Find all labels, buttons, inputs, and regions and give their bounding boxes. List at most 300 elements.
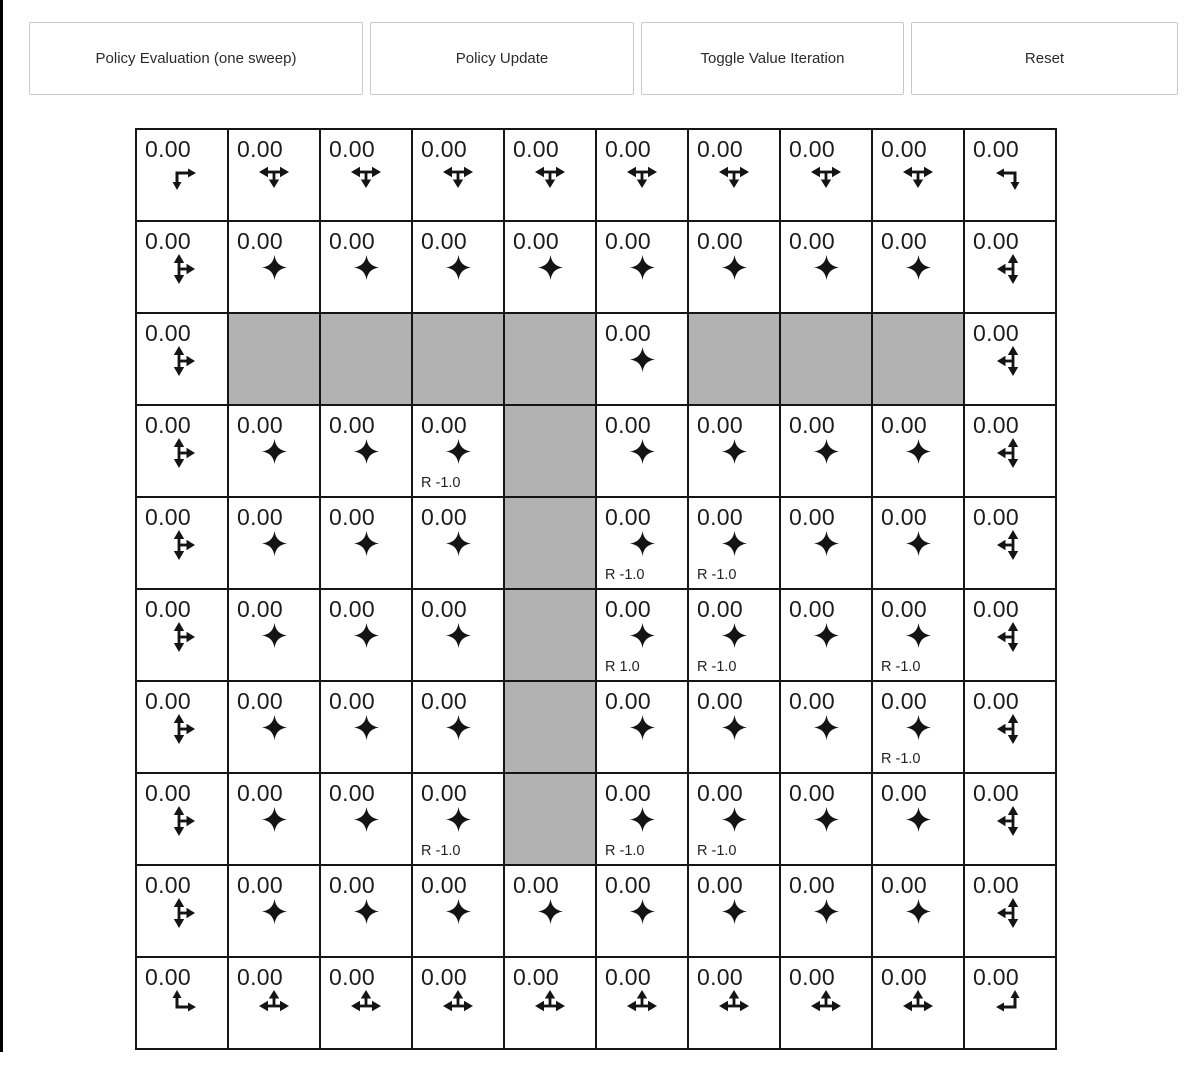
grid-cell (872, 405, 964, 497)
cell-value: 0.00 (329, 780, 375, 806)
arrows-left-right-down-icon (321, 162, 411, 193)
cell-reward: R -1.0 (605, 567, 645, 583)
arrows-up-down-right-icon (137, 254, 227, 285)
toolbar (29, 22, 1178, 95)
cell-value: 0.00 (421, 136, 467, 162)
arrows-all-directions-icon (873, 622, 963, 653)
gridworld-body (136, 129, 1056, 1049)
grid-cell (320, 957, 412, 1049)
grid-cell (320, 681, 412, 773)
grid-row (136, 957, 1056, 1049)
arrows-all-directions-icon (413, 438, 503, 469)
grid-cell (320, 589, 412, 681)
grid-cell (320, 497, 412, 589)
cell-value: 0.00 (697, 780, 743, 806)
arrows-left-right-down-icon (873, 162, 963, 193)
arrows-all-directions-icon (229, 714, 319, 745)
grid-cell (228, 497, 320, 589)
grid-cell (136, 313, 228, 405)
cell-value: 0.00 (973, 596, 1019, 622)
grid-cell (688, 957, 780, 1049)
grid-row (136, 865, 1056, 957)
cell-value: 0.00 (237, 780, 283, 806)
arrows-left-right-up-icon (413, 990, 503, 1021)
grid-row (136, 589, 1056, 681)
grid-cell (504, 957, 596, 1049)
grid-cell (964, 313, 1056, 405)
arrows-all-directions-icon (689, 438, 779, 469)
arrows-all-directions-icon (321, 438, 411, 469)
cell-value: 0.00 (605, 504, 651, 530)
arrows-all-directions-icon (413, 898, 503, 929)
arrows-all-directions-icon (873, 438, 963, 469)
grid-cell (228, 957, 320, 1049)
grid-cell (596, 405, 688, 497)
arrows-left-right-down-icon (597, 162, 687, 193)
wall-cell (504, 313, 596, 405)
screen-edge-line (0, 0, 3, 1052)
grid-cell (136, 129, 228, 221)
cell-value: 0.00 (145, 320, 191, 346)
grid-cell (596, 221, 688, 313)
arrows-left-right-up-icon (229, 990, 319, 1021)
arrows-up-down-right-icon (137, 806, 227, 837)
wall-cell (320, 313, 412, 405)
grid-cell (964, 865, 1056, 957)
arrows-up-down-right-icon (137, 898, 227, 929)
arrows-up-down-left-icon (965, 254, 1055, 285)
cell-reward: R -1.0 (605, 843, 645, 859)
toggle-value-iteration-button[interactable]: Toggle Value Iteration (641, 22, 904, 95)
arrows-all-directions-icon (689, 622, 779, 653)
cell-value: 0.00 (145, 780, 191, 806)
grid-cell (872, 773, 964, 865)
cell-value: 0.00 (605, 964, 651, 990)
cell-value: 0.00 (237, 688, 283, 714)
wall-cell (872, 313, 964, 405)
cell-value: 0.00 (605, 412, 651, 438)
cell-value: 0.00 (789, 780, 835, 806)
cell-reward: R -1.0 (697, 659, 737, 675)
grid-cell (228, 221, 320, 313)
policy-update-button[interactable]: Policy Update (370, 22, 634, 95)
arrows-all-directions-icon (597, 622, 687, 653)
arrows-all-directions-icon (321, 254, 411, 285)
cell-value: 0.00 (237, 228, 283, 254)
cell-value: 0.00 (513, 964, 559, 990)
arrows-all-directions-icon (505, 898, 595, 929)
gridworld (135, 128, 1057, 1050)
arrows-left-right-down-icon (413, 162, 503, 193)
cell-value: 0.00 (881, 964, 927, 990)
cell-value: 0.00 (973, 964, 1019, 990)
arrows-left-right-down-icon (781, 162, 871, 193)
grid-cell (688, 221, 780, 313)
cell-value: 0.00 (697, 504, 743, 530)
arrows-all-directions-icon (229, 898, 319, 929)
cell-value: 0.00 (973, 136, 1019, 162)
grid-cell (596, 681, 688, 773)
cell-value: 0.00 (145, 412, 191, 438)
cell-value: 0.00 (421, 504, 467, 530)
arrows-all-directions-icon (597, 254, 687, 285)
cell-value: 0.00 (145, 504, 191, 530)
grid-cell (228, 773, 320, 865)
grid-cell (136, 681, 228, 773)
cell-value: 0.00 (789, 872, 835, 898)
wall-cell (228, 313, 320, 405)
cell-value: 0.00 (697, 412, 743, 438)
cell-value: 0.00 (237, 504, 283, 530)
cell-reward: R -1.0 (881, 659, 921, 675)
arrows-all-directions-icon (781, 622, 871, 653)
grid-cell (688, 405, 780, 497)
arrows-all-directions-icon (781, 530, 871, 561)
arrows-all-directions-icon (873, 714, 963, 745)
arrows-all-directions-icon (597, 714, 687, 745)
cell-value: 0.00 (973, 320, 1019, 346)
arrows-up-down-left-icon (965, 530, 1055, 561)
grid-cell (228, 865, 320, 957)
arrows-up-down-left-icon (965, 622, 1055, 653)
grid-row (136, 221, 1056, 313)
policy-evaluation-button[interactable]: Policy Evaluation (one sweep) (29, 22, 363, 95)
cell-value: 0.00 (881, 412, 927, 438)
cell-value: 0.00 (421, 412, 467, 438)
cell-value: 0.00 (329, 504, 375, 530)
grid-cell (964, 405, 1056, 497)
grid-cell (228, 405, 320, 497)
arrows-left-right-up-icon (873, 990, 963, 1021)
wall-cell (504, 497, 596, 589)
grid-cell (136, 957, 228, 1049)
arrows-left-right-up-icon (689, 990, 779, 1021)
grid-cell (136, 865, 228, 957)
cell-value: 0.00 (973, 228, 1019, 254)
cell-value: 0.00 (329, 964, 375, 990)
cell-value: 0.00 (789, 504, 835, 530)
grid-cell (688, 497, 780, 589)
cell-value: 0.00 (329, 872, 375, 898)
cell-value: 0.00 (605, 136, 651, 162)
cell-value: 0.00 (881, 872, 927, 898)
grid-cell (780, 681, 872, 773)
cell-value: 0.00 (237, 596, 283, 622)
cell-value: 0.00 (145, 688, 191, 714)
cell-value: 0.00 (513, 228, 559, 254)
grid-cell (964, 773, 1056, 865)
cell-value: 0.00 (881, 688, 927, 714)
arrow-up-left-icon (965, 990, 1055, 1021)
grid-cell (964, 681, 1056, 773)
cell-reward: R -1.0 (881, 751, 921, 767)
grid-cell (412, 221, 504, 313)
grid-cell (412, 129, 504, 221)
grid-cell (964, 221, 1056, 313)
cell-value: 0.00 (881, 780, 927, 806)
arrows-all-directions-icon (873, 530, 963, 561)
arrows-all-directions-icon (781, 806, 871, 837)
cell-reward: R 1.0 (605, 659, 640, 675)
cell-value: 0.00 (697, 596, 743, 622)
cell-value: 0.00 (789, 596, 835, 622)
arrows-left-right-up-icon (781, 990, 871, 1021)
grid-cell (412, 681, 504, 773)
grid-cell (320, 405, 412, 497)
reset-button[interactable]: Reset (911, 22, 1178, 95)
arrows-all-directions-icon (597, 346, 687, 377)
arrows-all-directions-icon (229, 622, 319, 653)
cell-value: 0.00 (145, 228, 191, 254)
cell-value: 0.00 (973, 780, 1019, 806)
arrows-all-directions-icon (321, 714, 411, 745)
arrows-all-directions-icon (689, 530, 779, 561)
arrows-all-directions-icon (413, 622, 503, 653)
arrows-all-directions-icon (597, 806, 687, 837)
grid-cell (412, 865, 504, 957)
arrows-all-directions-icon (781, 898, 871, 929)
grid-cell (596, 957, 688, 1049)
cell-value: 0.00 (145, 596, 191, 622)
grid-cell (136, 497, 228, 589)
arrows-up-down-right-icon (137, 438, 227, 469)
cell-value: 0.00 (789, 136, 835, 162)
grid-cell (412, 589, 504, 681)
cell-value: 0.00 (513, 872, 559, 898)
arrow-up-right-icon (137, 990, 227, 1021)
cell-value: 0.00 (605, 320, 651, 346)
cell-value: 0.00 (789, 228, 835, 254)
grid-cell (964, 589, 1056, 681)
grid-cell (136, 589, 228, 681)
cell-value: 0.00 (329, 228, 375, 254)
cell-value: 0.00 (881, 596, 927, 622)
cell-reward: R -1.0 (421, 843, 461, 859)
cell-value: 0.00 (697, 964, 743, 990)
grid-cell (228, 589, 320, 681)
grid-cell (596, 129, 688, 221)
arrows-all-directions-icon (597, 898, 687, 929)
cell-value: 0.00 (697, 228, 743, 254)
grid-cell (780, 405, 872, 497)
wall-cell (688, 313, 780, 405)
arrows-all-directions-icon (689, 714, 779, 745)
cell-value: 0.00 (329, 688, 375, 714)
grid-cell (596, 497, 688, 589)
arrows-all-directions-icon (689, 254, 779, 285)
grid-cell (872, 865, 964, 957)
grid-cell (688, 681, 780, 773)
wall-cell (504, 773, 596, 865)
cell-value: 0.00 (421, 228, 467, 254)
grid-row (136, 497, 1056, 589)
arrows-all-directions-icon (505, 254, 595, 285)
cell-value: 0.00 (789, 964, 835, 990)
arrows-left-right-up-icon (597, 990, 687, 1021)
cell-value: 0.00 (421, 780, 467, 806)
cell-value: 0.00 (421, 964, 467, 990)
grid-row (136, 313, 1056, 405)
grid-cell (504, 221, 596, 313)
grid-cell (320, 773, 412, 865)
grid-cell (504, 865, 596, 957)
grid-cell (872, 221, 964, 313)
grid-cell (872, 681, 964, 773)
arrows-all-directions-icon (321, 898, 411, 929)
grid-cell (596, 773, 688, 865)
cell-value: 0.00 (513, 136, 559, 162)
cell-value: 0.00 (145, 872, 191, 898)
grid-cell (228, 681, 320, 773)
grid-cell (136, 405, 228, 497)
arrows-all-directions-icon (873, 898, 963, 929)
grid-cell (964, 497, 1056, 589)
arrows-all-directions-icon (413, 806, 503, 837)
cell-value: 0.00 (973, 872, 1019, 898)
arrows-all-directions-icon (413, 254, 503, 285)
arrows-left-right-up-icon (321, 990, 411, 1021)
cell-value: 0.00 (881, 136, 927, 162)
arrows-all-directions-icon (873, 254, 963, 285)
wall-cell (780, 313, 872, 405)
arrows-all-directions-icon (229, 806, 319, 837)
grid-cell (872, 129, 964, 221)
cell-value: 0.00 (973, 504, 1019, 530)
arrows-up-down-left-icon (965, 898, 1055, 929)
grid-cell (688, 589, 780, 681)
arrows-up-down-left-icon (965, 714, 1055, 745)
grid-cell (780, 773, 872, 865)
arrows-up-down-right-icon (137, 714, 227, 745)
grid-cell (412, 497, 504, 589)
cell-value: 0.00 (973, 688, 1019, 714)
grid-row (136, 681, 1056, 773)
cell-reward: R -1.0 (697, 843, 737, 859)
arrows-all-directions-icon (781, 438, 871, 469)
grid-cell (320, 221, 412, 313)
cell-value: 0.00 (421, 688, 467, 714)
grid-cell (596, 589, 688, 681)
arrows-all-directions-icon (689, 806, 779, 837)
grid-cell (136, 221, 228, 313)
cell-value: 0.00 (605, 780, 651, 806)
cell-reward: R -1.0 (697, 567, 737, 583)
grid-cell (780, 129, 872, 221)
arrows-all-directions-icon (597, 438, 687, 469)
grid-cell (596, 313, 688, 405)
grid-cell (964, 957, 1056, 1049)
cell-value: 0.00 (789, 688, 835, 714)
cell-value: 0.00 (145, 136, 191, 162)
cell-value: 0.00 (421, 596, 467, 622)
cell-value: 0.00 (237, 872, 283, 898)
grid-cell (964, 129, 1056, 221)
arrow-right-down-icon (137, 162, 227, 193)
grid-cell (504, 129, 596, 221)
grid-cell (780, 497, 872, 589)
arrows-all-directions-icon (321, 806, 411, 837)
grid-cell (688, 773, 780, 865)
arrows-up-down-right-icon (137, 346, 227, 377)
arrows-up-down-left-icon (965, 438, 1055, 469)
grid-cell (872, 957, 964, 1049)
cell-value: 0.00 (237, 964, 283, 990)
grid-cell (320, 129, 412, 221)
grid-cell (780, 865, 872, 957)
grid-cell (596, 865, 688, 957)
grid-cell (412, 773, 504, 865)
arrows-up-down-left-icon (965, 346, 1055, 377)
cell-value: 0.00 (881, 504, 927, 530)
arrows-left-right-down-icon (505, 162, 595, 193)
cell-value: 0.00 (329, 412, 375, 438)
cell-value: 0.00 (697, 136, 743, 162)
arrows-up-down-right-icon (137, 530, 227, 561)
grid-cell (780, 957, 872, 1049)
cell-value: 0.00 (973, 412, 1019, 438)
cell-value: 0.00 (605, 872, 651, 898)
arrows-all-directions-icon (689, 898, 779, 929)
cell-value: 0.00 (329, 596, 375, 622)
cell-value: 0.00 (329, 136, 375, 162)
grid-cell (780, 589, 872, 681)
arrow-left-down-icon (965, 162, 1055, 193)
arrows-all-directions-icon (597, 530, 687, 561)
cell-value: 0.00 (605, 228, 651, 254)
grid-cell (872, 589, 964, 681)
grid-cell (872, 497, 964, 589)
arrows-all-directions-icon (781, 714, 871, 745)
wall-cell (504, 405, 596, 497)
arrows-left-right-up-icon (505, 990, 595, 1021)
arrows-all-directions-icon (229, 254, 319, 285)
cell-value: 0.00 (789, 412, 835, 438)
cell-value: 0.00 (145, 964, 191, 990)
grid-cell (228, 129, 320, 221)
cell-value: 0.00 (697, 872, 743, 898)
arrows-left-right-down-icon (689, 162, 779, 193)
cell-reward: R -1.0 (421, 475, 461, 491)
grid-cell (780, 221, 872, 313)
grid-row (136, 405, 1056, 497)
arrows-all-directions-icon (873, 806, 963, 837)
grid-cell (688, 865, 780, 957)
arrows-all-directions-icon (229, 530, 319, 561)
wall-cell (504, 681, 596, 773)
arrows-all-directions-icon (321, 622, 411, 653)
grid-cell (136, 773, 228, 865)
arrows-up-down-left-icon (965, 806, 1055, 837)
grid-cell (412, 957, 504, 1049)
grid-cell (412, 405, 504, 497)
grid-row (136, 129, 1056, 221)
cell-value: 0.00 (421, 872, 467, 898)
cell-value: 0.00 (605, 688, 651, 714)
cell-value: 0.00 (697, 688, 743, 714)
arrows-all-directions-icon (229, 438, 319, 469)
arrows-up-down-right-icon (137, 622, 227, 653)
arrows-all-directions-icon (413, 530, 503, 561)
arrows-left-right-down-icon (229, 162, 319, 193)
cell-value: 0.00 (881, 228, 927, 254)
grid-cell (320, 865, 412, 957)
grid-cell (688, 129, 780, 221)
cell-value: 0.00 (237, 412, 283, 438)
cell-value: 0.00 (237, 136, 283, 162)
arrows-all-directions-icon (781, 254, 871, 285)
wall-cell (412, 313, 504, 405)
arrows-all-directions-icon (321, 530, 411, 561)
